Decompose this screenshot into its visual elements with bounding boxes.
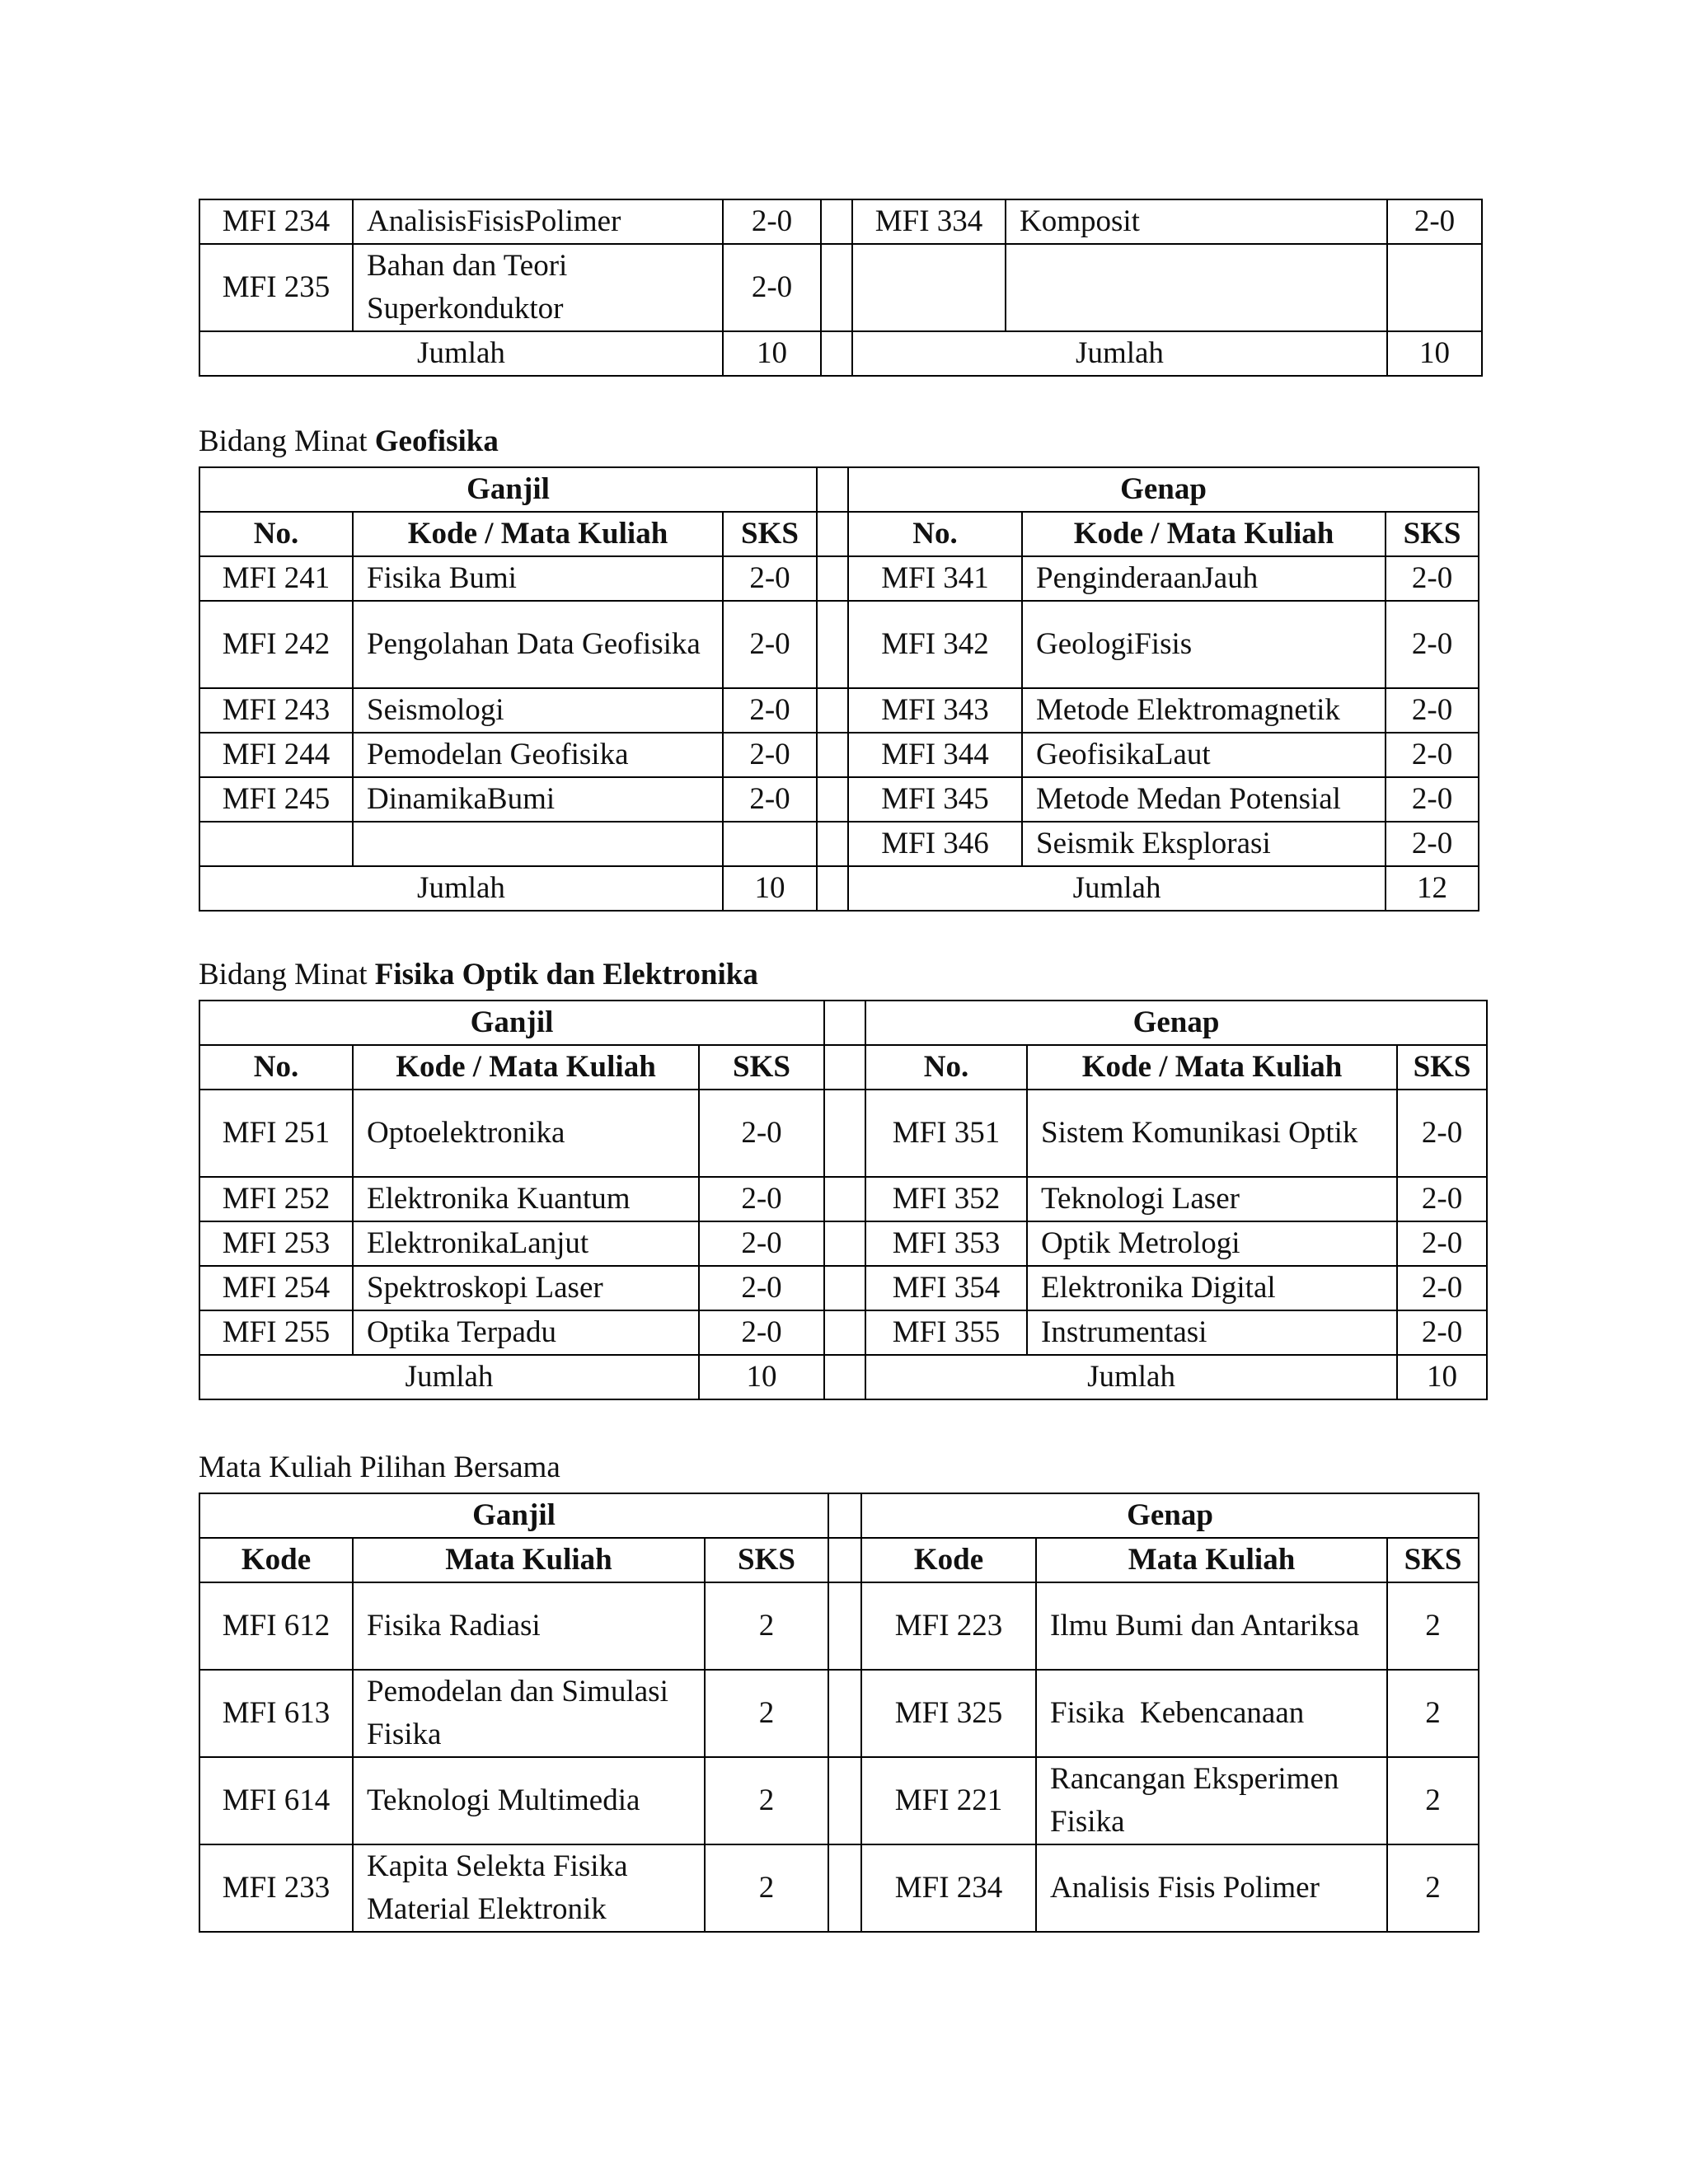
- course-sks: 2-0: [699, 1310, 824, 1355]
- course-name: Optoelektronika: [353, 1090, 699, 1177]
- semester-ganjil-header: Ganjil: [199, 1493, 828, 1538]
- course-code: MFI 334: [852, 199, 1006, 244]
- column-spacer: [817, 556, 848, 601]
- course-sks: 2-0: [723, 777, 817, 822]
- col-header-no: No.: [199, 512, 353, 556]
- column-spacer: [817, 777, 848, 822]
- course-name: Bahan dan Teori Superkonduktor: [353, 244, 723, 331]
- course-code: MFI 234: [861, 1844, 1036, 1932]
- total-value: 10: [723, 866, 817, 911]
- col-header-sks: SKS: [1397, 1045, 1487, 1090]
- course-sks: 2: [705, 1582, 828, 1670]
- column-spacer: [828, 1757, 861, 1844]
- course-code: MFI 343: [848, 688, 1022, 733]
- course-code: [199, 822, 353, 866]
- course-sks: 2-0: [1397, 1266, 1487, 1310]
- total-label: Jumlah: [199, 331, 723, 376]
- column-spacer: [828, 1493, 861, 1538]
- col-header-sks: SKS: [699, 1045, 824, 1090]
- course-code: MFI 354: [865, 1266, 1027, 1310]
- semester-ganjil-header: Ganjil: [199, 1001, 824, 1045]
- table-row: [199, 1221, 1487, 1266]
- column-spacer: [824, 1001, 865, 1045]
- course-name: DinamikaBumi: [353, 777, 723, 822]
- course-sks: 2-0: [699, 1266, 824, 1310]
- column-spacer: [817, 866, 848, 911]
- column-spacer: [828, 1670, 861, 1757]
- column-spacer: [817, 601, 848, 688]
- course-name: Pengolahan Data Geofisika: [353, 601, 723, 688]
- course-name: Sistem Komunikasi Optik: [1027, 1090, 1397, 1177]
- table-row: [199, 688, 1479, 733]
- column-spacer: [817, 688, 848, 733]
- course-name: Optik Metrologi: [1027, 1221, 1397, 1266]
- course-sks: 2-0: [1386, 733, 1479, 777]
- semester-header-row: [199, 467, 1479, 512]
- table-row: [199, 1670, 1479, 1757]
- course-sks: 2-0: [1386, 822, 1479, 866]
- course-sks: 2: [1387, 1582, 1479, 1670]
- course-name: Fisika Kebencanaan: [1036, 1670, 1387, 1757]
- course-sks: 2-0: [699, 1090, 824, 1177]
- col-header-course: Kode / Mata Kuliah: [353, 512, 723, 556]
- course-name: Fisika Radiasi: [353, 1582, 705, 1670]
- course-sks: 2: [1387, 1844, 1479, 1932]
- course-sks: 2-0: [1386, 601, 1479, 688]
- section-title-prefix: Bidang Minat: [199, 958, 375, 991]
- course-name: GeologiFisis: [1022, 601, 1386, 688]
- course-sks: [723, 822, 817, 866]
- course-sks: 2-0: [723, 733, 817, 777]
- column-spacer: [824, 1310, 865, 1355]
- course-name: Teknologi Laser: [1027, 1177, 1397, 1221]
- course-code: MFI 613: [199, 1670, 353, 1757]
- section-title: [199, 424, 499, 460]
- course-code: MFI 341: [848, 556, 1022, 601]
- column-spacer: [817, 822, 848, 866]
- table-row: [199, 556, 1479, 601]
- table-geofisika: [199, 466, 1479, 912]
- course-name: Elektronika Kuantum: [353, 1177, 699, 1221]
- course-sks: 2-0: [723, 556, 817, 601]
- course-sks: 2-0: [1386, 777, 1479, 822]
- course-code: MFI 355: [865, 1310, 1027, 1355]
- semester-header-row: [199, 1001, 1487, 1045]
- total-label: Jumlah: [865, 1355, 1397, 1399]
- course-code: MFI 244: [199, 733, 353, 777]
- column-spacer: [824, 1090, 865, 1177]
- section-title-name: Geofisika: [374, 424, 499, 458]
- course-sks: 2-0: [1397, 1177, 1487, 1221]
- course-code: MFI 251: [199, 1090, 353, 1177]
- course-name: Pemodelan Geofisika: [353, 733, 723, 777]
- course-sks: 2: [705, 1670, 828, 1757]
- table-row: [199, 1582, 1479, 1670]
- course-sks: 2: [705, 1757, 828, 1844]
- total-value: 10: [1397, 1355, 1487, 1399]
- course-name: ElektronikaLanjut: [353, 1221, 699, 1266]
- col-header-kode: Kode: [199, 1538, 353, 1582]
- course-name: Metode Medan Potensial: [1022, 777, 1386, 822]
- course-sks: 2-0: [723, 688, 817, 733]
- total-row: [199, 866, 1479, 911]
- column-header-row: [199, 512, 1479, 556]
- course-name: Instrumentasi: [1027, 1310, 1397, 1355]
- course-name: Metode Elektromagnetik: [1022, 688, 1386, 733]
- course-code: MFI 353: [865, 1221, 1027, 1266]
- course-code: MFI 234: [199, 199, 353, 244]
- section-title: [199, 957, 758, 993]
- col-header-no: No.: [848, 512, 1022, 556]
- course-name: [353, 822, 723, 866]
- course-code: MFI 243: [199, 688, 353, 733]
- section-title: Mata Kuliah Pilihan Bersama: [199, 1451, 560, 1484]
- course-sks: 2: [1387, 1757, 1479, 1844]
- table-row: [199, 244, 1482, 331]
- course-sks: 2-0: [1397, 1310, 1487, 1355]
- course-name: Rancangan Eksperimen Fisika: [1036, 1757, 1387, 1844]
- course-sks: 2-0: [1397, 1090, 1487, 1177]
- column-spacer: [824, 1355, 865, 1399]
- course-code: MFI 241: [199, 556, 353, 601]
- course-sks: 2-0: [699, 1221, 824, 1266]
- total-value: 12: [1386, 866, 1479, 911]
- col-header-sks: SKS: [1387, 1538, 1479, 1582]
- table-row: [199, 1310, 1487, 1355]
- column-spacer: [817, 467, 848, 512]
- course-code: MFI 614: [199, 1757, 353, 1844]
- course-code: MFI 253: [199, 1221, 353, 1266]
- col-header-no: No.: [865, 1045, 1027, 1090]
- table-row: [199, 822, 1479, 866]
- col-header-course: Mata Kuliah: [353, 1538, 705, 1582]
- table-row: [199, 1090, 1487, 1177]
- course-name: Elektronika Digital: [1027, 1266, 1397, 1310]
- course-name: Ilmu Bumi dan Antariksa: [1036, 1582, 1387, 1670]
- course-name: GeofisikaLaut: [1022, 733, 1386, 777]
- semester-ganjil-header: Ganjil: [199, 467, 817, 512]
- course-sks: 2: [705, 1844, 828, 1932]
- course-code: MFI 223: [861, 1582, 1036, 1670]
- total-row: [199, 1355, 1487, 1399]
- course-sks: 2-0: [699, 1177, 824, 1221]
- course-code: MFI 325: [861, 1670, 1036, 1757]
- course-code: MFI 221: [861, 1757, 1036, 1844]
- course-sks: 2-0: [723, 601, 817, 688]
- course-sks: 2-0: [723, 244, 821, 331]
- column-header-row: [199, 1045, 1487, 1090]
- table-optik-elektronika: [199, 1000, 1488, 1400]
- course-code: MFI 346: [848, 822, 1022, 866]
- table-row: [199, 601, 1479, 688]
- total-value: 10: [1387, 331, 1482, 376]
- total-value: 10: [723, 331, 821, 376]
- col-header-no: No.: [199, 1045, 353, 1090]
- col-header-sks: SKS: [723, 512, 817, 556]
- column-spacer: [828, 1844, 861, 1932]
- table-row: [199, 1177, 1487, 1221]
- course-code: MFI 255: [199, 1310, 353, 1355]
- section-title-name: Fisika Optik dan Elektronika: [374, 958, 758, 991]
- table-row: [199, 777, 1479, 822]
- semester-genap-header: Genap: [865, 1001, 1487, 1045]
- semester-genap-header: Genap: [848, 467, 1479, 512]
- course-name: Seismik Eksplorasi: [1022, 822, 1386, 866]
- course-code: MFI 344: [848, 733, 1022, 777]
- total-label: Jumlah: [848, 866, 1386, 911]
- course-name: Seismologi: [353, 688, 723, 733]
- course-code: MFI 254: [199, 1266, 353, 1310]
- course-name: Kapita Selekta Fisika Material Elektronik: [353, 1844, 705, 1932]
- column-spacer: [824, 1266, 865, 1310]
- course-code: [852, 244, 1006, 331]
- course-sks: [1387, 244, 1482, 331]
- semester-genap-header: Genap: [861, 1493, 1479, 1538]
- course-sks: 2-0: [723, 199, 821, 244]
- col-header-course: Kode / Mata Kuliah: [353, 1045, 699, 1090]
- course-sks: 2-0: [1387, 199, 1482, 244]
- table-continuation: [199, 199, 1483, 377]
- course-name: PenginderaanJauh: [1022, 556, 1386, 601]
- course-code: MFI 345: [848, 777, 1022, 822]
- column-spacer: [828, 1538, 861, 1582]
- section-title-prefix: Bidang Minat: [199, 424, 375, 458]
- course-name: Komposit: [1006, 199, 1387, 244]
- col-header-sks: SKS: [1386, 512, 1479, 556]
- column-header-row: [199, 1538, 1479, 1582]
- col-header-course: Kode / Mata Kuliah: [1027, 1045, 1397, 1090]
- total-label: Jumlah: [199, 1355, 699, 1399]
- course-code: MFI 612: [199, 1582, 353, 1670]
- course-name: AnalisisFisisPolimer: [353, 199, 723, 244]
- course-code: MFI 352: [865, 1177, 1027, 1221]
- course-code: MFI 245: [199, 777, 353, 822]
- course-name: [1006, 244, 1387, 331]
- col-header-course: Mata Kuliah: [1036, 1538, 1387, 1582]
- course-code: MFI 242: [199, 601, 353, 688]
- course-code: MFI 233: [199, 1844, 353, 1932]
- total-row: [199, 331, 1482, 376]
- column-spacer: [817, 733, 848, 777]
- course-code: MFI 342: [848, 601, 1022, 688]
- table-pilihan-bersama: [199, 1493, 1479, 1933]
- total-label: Jumlah: [199, 866, 723, 911]
- course-name: Optika Terpadu: [353, 1310, 699, 1355]
- course-sks: 2-0: [1397, 1221, 1487, 1266]
- column-spacer: [824, 1177, 865, 1221]
- course-sks: 2-0: [1386, 688, 1479, 733]
- course-code: MFI 235: [199, 244, 353, 331]
- column-spacer: [828, 1582, 861, 1670]
- col-header-course: Kode / Mata Kuliah: [1022, 512, 1386, 556]
- col-header-sks: SKS: [705, 1538, 828, 1582]
- course-name: Teknologi Multimedia: [353, 1757, 705, 1844]
- column-spacer: [824, 1045, 865, 1090]
- course-sks: 2: [1387, 1670, 1479, 1757]
- table-row: [199, 1757, 1479, 1844]
- table-row: [199, 199, 1482, 244]
- table-row: [199, 733, 1479, 777]
- total-value: 10: [699, 1355, 824, 1399]
- column-spacer: [824, 1221, 865, 1266]
- col-header-kode: Kode: [861, 1538, 1036, 1582]
- course-sks: 2-0: [1386, 556, 1479, 601]
- table-row: [199, 1844, 1479, 1932]
- column-spacer: [817, 512, 848, 556]
- table-row: [199, 1266, 1487, 1310]
- course-name: Fisika Bumi: [353, 556, 723, 601]
- column-spacer: [821, 199, 852, 244]
- total-label: Jumlah: [852, 331, 1387, 376]
- course-name: Spektroskopi Laser: [353, 1266, 699, 1310]
- course-name: Analisis Fisis Polimer: [1036, 1844, 1387, 1932]
- column-spacer: [821, 331, 852, 376]
- course-code: MFI 351: [865, 1090, 1027, 1177]
- semester-header-row: [199, 1493, 1479, 1538]
- course-name: Pemodelan dan Simulasi Fisika: [353, 1670, 705, 1757]
- column-spacer: [821, 244, 852, 331]
- course-code: MFI 252: [199, 1177, 353, 1221]
